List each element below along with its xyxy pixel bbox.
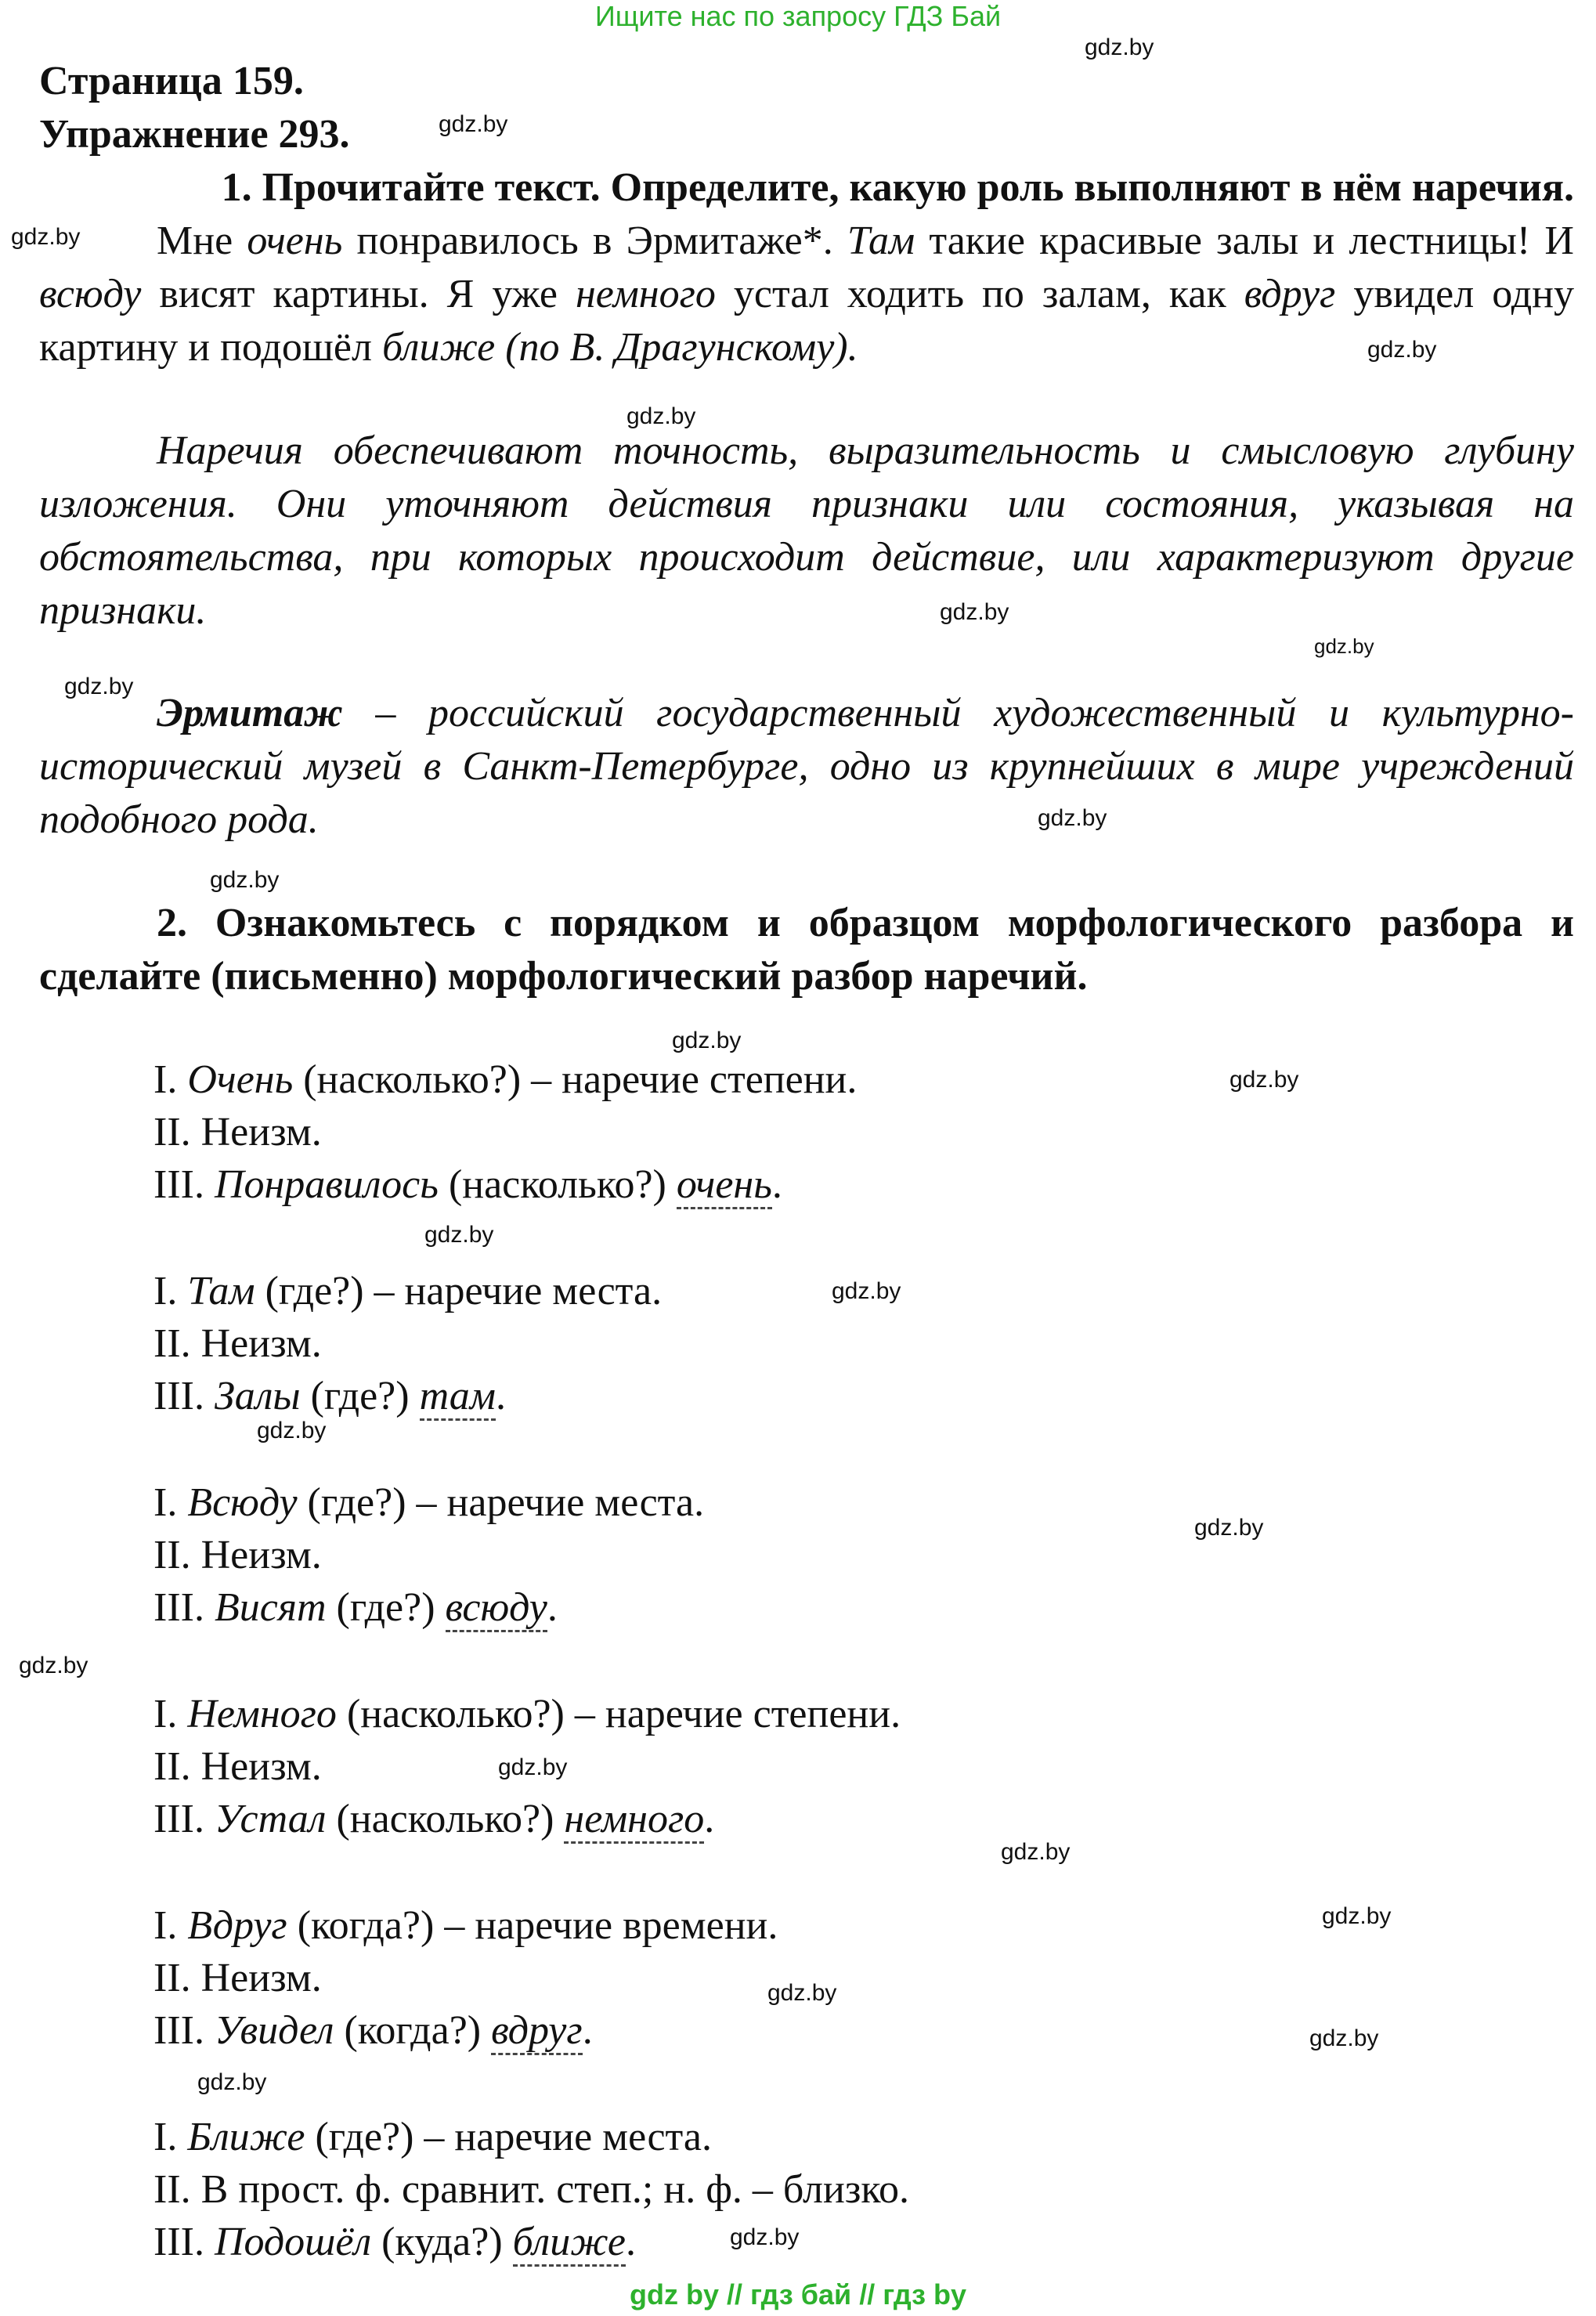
period: . bbox=[495, 1374, 506, 1418]
governing-word: Увидел bbox=[214, 2008, 334, 2053]
analysis-line-3 bbox=[153, 1370, 662, 1422]
analysis-description: (где?) – наречие места. bbox=[255, 1269, 663, 1313]
roman-numeral: I. bbox=[153, 1692, 188, 1736]
governing-word: Понравилось bbox=[214, 1162, 439, 1207]
watermark: gdz.by bbox=[672, 1028, 742, 1053]
analysis-description: (насколько?) – наречие степени. bbox=[336, 1692, 901, 1736]
watermark: gdz.by bbox=[1229, 1067, 1299, 1093]
watermark: gdz.by bbox=[257, 1418, 327, 1443]
watermark: gdz.by bbox=[1194, 1515, 1264, 1541]
period: . bbox=[704, 1797, 715, 1841]
underlined-adverb: там bbox=[420, 1374, 496, 1421]
analysis-line-3 bbox=[153, 1581, 704, 1634]
governing-word: Залы bbox=[214, 1374, 301, 1418]
watermark: gdz.by bbox=[1001, 1839, 1071, 1865]
footnote bbox=[39, 687, 1574, 847]
question: (насколько?) bbox=[326, 1797, 565, 1841]
analysis-line-2: II. В прост. ф. сравнит. степ.; н. ф. – близко. bbox=[153, 2167, 909, 2212]
analysis-word: Немного bbox=[187, 1692, 337, 1736]
watermark: gdz.by bbox=[197, 2069, 267, 2095]
analysis-description: (насколько?) – наречие степени. bbox=[293, 1057, 858, 1102]
analysis-block bbox=[153, 2111, 909, 2268]
watermark: gdz.by bbox=[1085, 34, 1154, 60]
analysis-word: Там bbox=[187, 1269, 255, 1313]
explanation-paragraph: Наречия обеспечивают точность, выразительность и смысловую глубину изложения. Они уточняют действия признаки или состояния, указывая на обстоятельства, при которых происходит действие, или характеризуют другие признаки. bbox=[39, 428, 1574, 633]
governing-word: Висят bbox=[214, 1585, 327, 1630]
analysis-line-2: II. Неизм. bbox=[153, 1533, 322, 1577]
analysis-word: Вдруг bbox=[187, 1903, 287, 1948]
roman-numeral: I. bbox=[153, 1269, 188, 1313]
roman-numeral: I. bbox=[153, 1057, 188, 1102]
analysis-word: Ближе bbox=[187, 2115, 305, 2159]
watermark: gdz.by bbox=[498, 1754, 568, 1780]
analysis-line-1 bbox=[153, 1053, 857, 1106]
analysis-block bbox=[153, 1899, 778, 2057]
roman-numeral: III. bbox=[153, 2008, 215, 2053]
watermark: gdz.by bbox=[424, 1222, 494, 1248]
analysis-line-2: II. Неизм. bbox=[153, 1321, 322, 1366]
roman-numeral: III. bbox=[153, 1797, 215, 1841]
underlined-adverb: ближе bbox=[513, 2220, 626, 2267]
analysis-line-3 bbox=[153, 2004, 778, 2057]
roman-numeral: III. bbox=[153, 1374, 215, 1418]
analysis-description: (где?) – наречие места. bbox=[297, 1480, 705, 1525]
analysis-line-1 bbox=[153, 1476, 704, 1529]
roman-numeral: III. bbox=[153, 2220, 215, 2264]
analysis-line-1 bbox=[153, 1688, 901, 1740]
watermark: gdz.by bbox=[1314, 634, 1374, 658]
watermark: gdz.by bbox=[767, 1980, 837, 2006]
analysis-line-1 bbox=[153, 2111, 909, 2163]
period: . bbox=[547, 1585, 558, 1630]
analysis-line-3 bbox=[153, 1158, 857, 1211]
task-2: 2. Ознакомьтесь с порядком и образцом морфологического разбора и сделайте (письменно) морфологический разбор наречий. bbox=[39, 901, 1574, 999]
watermark: gdz.by bbox=[832, 1278, 901, 1304]
question: (когда?) bbox=[334, 2008, 492, 2053]
roman-numeral: I. bbox=[153, 1903, 188, 1948]
watermark: gdz.by bbox=[11, 224, 81, 250]
underlined-adverb: очень bbox=[677, 1162, 772, 1209]
page-title: Страница 159. bbox=[39, 59, 304, 103]
question: (где?) bbox=[300, 1374, 420, 1418]
footer: gdz by // гдз бай // гдз by bbox=[629, 2278, 967, 2311]
top-banner: Ищите нас по запросу ГДЗ Бай bbox=[594, 0, 1002, 32]
watermark: gdz.by bbox=[439, 111, 508, 137]
question: (где?) bbox=[326, 1585, 446, 1630]
analysis-block bbox=[153, 1476, 704, 1634]
analysis-word: Всюду bbox=[187, 1480, 298, 1525]
analysis-line-2: II. Неизм. bbox=[153, 1110, 322, 1154]
footnote-term: Эрмитаж bbox=[157, 691, 343, 735]
analysis-line-1 bbox=[153, 1265, 662, 1317]
exercise-title: Упражнение 293. bbox=[39, 112, 350, 157]
roman-numeral: I. bbox=[153, 2115, 188, 2159]
watermark: gdz.by bbox=[626, 403, 696, 429]
text-paragraph: Мне очень понравилось в Эрмитаже*. Там такие красивые залы и лестницы! И всюду висят картины. Я уже немного устал ходить по залам, как вдруг увидел одну картину и подошёл ближе (по В. Драгунскому). bbox=[39, 219, 1574, 370]
watermark: gdz.by bbox=[1367, 337, 1437, 363]
governing-word: Подошёл bbox=[214, 2220, 372, 2264]
analysis-word: Очень bbox=[187, 1057, 294, 1102]
roman-numeral: III. bbox=[153, 1585, 215, 1630]
analysis-block bbox=[153, 1053, 857, 1211]
analysis-line-3 bbox=[153, 1793, 901, 1845]
underlined-adverb: вдруг bbox=[491, 2008, 583, 2055]
watermark: gdz.by bbox=[210, 867, 280, 893]
question: (куда?) bbox=[371, 2220, 513, 2264]
question: (насколько?) bbox=[438, 1162, 677, 1207]
period: . bbox=[625, 2220, 636, 2264]
watermark: gdz.by bbox=[730, 2224, 800, 2250]
watermark: gdz.by bbox=[64, 674, 134, 699]
analysis-line-2: II. Неизм. bbox=[153, 1956, 322, 2000]
task-1: 1. Прочитайте текст. Определите, какую роль выполняют в нём наречия. bbox=[221, 165, 1574, 210]
analysis-block bbox=[153, 1688, 901, 1845]
analysis-line-1 bbox=[153, 1899, 778, 1952]
watermark: gdz.by bbox=[940, 599, 1009, 625]
analysis-description: (где?) – наречие места. bbox=[305, 2115, 712, 2159]
watermark: gdz.by bbox=[1322, 1903, 1392, 1929]
roman-numeral: I. bbox=[153, 1480, 188, 1525]
governing-word: Устал bbox=[214, 1797, 327, 1841]
roman-numeral: III. bbox=[153, 1162, 215, 1207]
analysis-block bbox=[153, 1265, 662, 1422]
watermark: gdz.by bbox=[1309, 2025, 1379, 2051]
underlined-adverb: всюду bbox=[446, 1585, 547, 1632]
period: . bbox=[582, 2008, 593, 2053]
period: . bbox=[771, 1162, 782, 1207]
analysis-line-3 bbox=[153, 2216, 909, 2268]
analysis-description: (когда?) – наречие времени. bbox=[287, 1903, 778, 1948]
analysis-line-2: II. Неизм. bbox=[153, 1744, 322, 1789]
watermark: gdz.by bbox=[19, 1653, 88, 1678]
watermark: gdz.by bbox=[1038, 805, 1107, 831]
footnote-definition: – российский государственный художественный и культурно-исторический музей в Санкт-Петербурге, одно из крупнейших в мире учреждений подобного рода. bbox=[39, 691, 1574, 842]
underlined-adverb: немного bbox=[564, 1797, 704, 1844]
